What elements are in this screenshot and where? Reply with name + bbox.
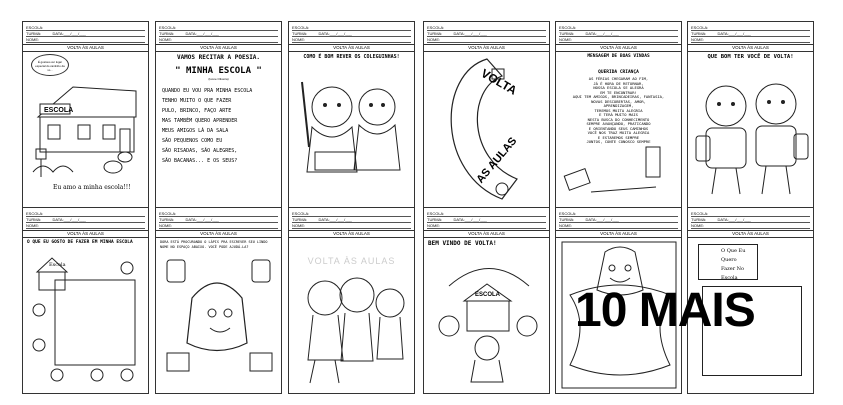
school-field: ESCOLA: <box>427 25 546 31</box>
activity-sheet-3 <box>288 21 415 208</box>
cartoon-kids-illustration <box>295 273 410 388</box>
sheet-header <box>292 211 411 229</box>
activity-sheet-1 <box>22 21 149 208</box>
outlined-heading: VOLTA ÀS AULAS <box>307 256 396 266</box>
sheet-header <box>559 25 678 43</box>
sheet-title: DORA ESTÁ PROCURANDO O LÁPIS PRA ESCREVER SEU LINDO NOME NO ESPAÇO ABAIXO. VOCÊ PODE AJUDÁ-LA? <box>160 240 268 249</box>
activity-sheet-6 <box>687 21 814 208</box>
title-band: VOLTA ÀS AULAS <box>23 230 148 238</box>
sheet-header <box>559 211 678 229</box>
class-field: TURMA: <box>159 217 175 222</box>
school-field: ESCOLA: <box>159 25 278 31</box>
arc-banner-illustration <box>432 54 542 204</box>
school-field: ESCOLA: <box>559 25 678 31</box>
backpack-illustration <box>162 258 277 388</box>
sheet-header <box>691 211 810 229</box>
greeting: QUERIDA CRIANÇA <box>598 70 639 75</box>
kids-reading-illustration <box>297 67 407 187</box>
name-field: NOME: <box>691 223 810 229</box>
school-field: ESCOLA: <box>26 211 145 217</box>
drawing-frame-illustration <box>27 250 145 388</box>
date-field: DATA:___/___/___ <box>453 31 487 36</box>
name-field: NOME: <box>159 223 278 229</box>
poem-text: QUANDO EU VOU PRA MINHA ESCOLA TENHO MUITO O QUE FAZER PULO, BRINCO, FAÇO ARTE MAS TAMBÉM QUERO APRENDER MEUS AMIGOS LÁ DA SALA SÃO PEQUENOS COMO EU SÃO RISADAS, SÃO ALEGRES, SÃO BACANAS... E OS SEUS? <box>162 88 253 164</box>
name-field: NOME: <box>691 37 810 43</box>
name-field: NOME: <box>292 223 411 229</box>
school-field: ESCOLA: <box>559 211 678 217</box>
date-field: DATA:___/___/___ <box>453 217 487 222</box>
activity-sheet-9 <box>288 207 415 394</box>
name-field: NOME: <box>26 223 145 229</box>
school-sign: ESCOLA <box>44 107 74 114</box>
school-field: ESCOLA: <box>691 211 810 217</box>
date-field: DATA:___/___/___ <box>185 217 219 222</box>
title-band: VOLTA ÀS AULAS <box>688 44 813 52</box>
school-field: ESCOLA: <box>691 25 810 31</box>
activity-sheet-4 <box>423 21 550 208</box>
sheet-title: BEM VINDO DE VOLTA! <box>428 240 497 247</box>
name-field: NOME: <box>292 37 411 43</box>
sheet-header <box>292 25 411 43</box>
name-field: NOME: <box>159 37 278 43</box>
sheet-header <box>159 211 278 229</box>
sheet-title: VAMOS RECITAR A POESIA. <box>176 54 261 61</box>
writing-card: O Que Eu Quero Fazer No Escola <box>698 244 758 280</box>
poem-title: " MINHA ESCOLA " <box>175 66 262 76</box>
activity-sheet-7 <box>22 207 149 394</box>
school-sign: ESCOLA <box>475 292 501 298</box>
poem-author: (Ivone Oliveira) <box>208 77 229 81</box>
title-band: VOLTA ÀS AULAS <box>289 44 414 52</box>
class-field: TURMA: <box>559 31 575 36</box>
title-band: VOLTA ÀS AULAS <box>23 44 148 52</box>
sheet-title: QUE BOM TER VOCÊ DE VOLTA! <box>707 54 794 60</box>
class-field: TURMA: <box>292 217 308 222</box>
title-band: VOLTA ÀS AULAS <box>289 230 414 238</box>
school-sign: Escola <box>49 262 66 268</box>
class-field: TURMA: <box>559 217 575 222</box>
school-field: ESCOLA: <box>292 211 411 217</box>
kids-with-backpacks-illustration <box>694 66 809 201</box>
school-field: ESCOLA: <box>427 211 546 217</box>
school-field: ESCOLA: <box>292 25 411 31</box>
date-field: DATA:___/___/___ <box>52 31 86 36</box>
arc-bottom-text: AS AULAS <box>474 135 520 186</box>
promo-overlay-text: 10 MAIS <box>575 284 755 337</box>
title-band: VOLTA ÀS AULAS <box>156 44 281 52</box>
date-field: DATA:___/___/___ <box>185 31 219 36</box>
sheet-header <box>691 25 810 43</box>
sheet-header <box>159 25 278 43</box>
school-entrance-illustration <box>429 256 547 386</box>
school-illustration <box>28 77 146 187</box>
sheet-header <box>26 211 145 229</box>
activity-sheet-8 <box>155 207 282 394</box>
class-field: TURMA: <box>159 31 175 36</box>
welcome-message: AS FÉRIAS CHEGARAM AO FIM, JÁ É HORA DE RETORNAR, NOSSA ESCOLA SE ALEGRA EM TE ENCONTRAR! AQUI TEM AMIGOS, BRINCADEIRAS, FANTASIA, NOVAS DESCOBERTAS, AMOR, APRENDIZAGEM, TEREMOS MUITA ALEGRIA E TERÁ MUITO MAIS NESTA BUSCA DO CONHECIMENTO SEMPRE AVANÇANDO, PRATICANDO E ORIENTANDO SEUS CAMINHOS VOCÊ NOS TRAZ MUITA ALEGRIA E ESTAREMOS SEMPRE JUNTOS, CONTE CONOSCO SEMPRE <box>572 76 665 144</box>
class-field: TURMA: <box>427 31 443 36</box>
date-field: DATA:___/___/___ <box>717 31 751 36</box>
class-field: TURMA: <box>26 31 42 36</box>
name-field: NOME: <box>559 37 678 43</box>
sheet-header <box>427 211 546 229</box>
class-field: TURMA: <box>691 217 707 222</box>
activity-sheet-5 <box>555 21 682 208</box>
class-field: TURMA: <box>26 217 42 222</box>
speech-bubble: É gostoso ver lugar especial do cantinho da vo... <box>31 54 69 76</box>
date-field: DATA:___/___/___ <box>585 217 619 222</box>
class-field: TURMA: <box>427 217 443 222</box>
sheet-header <box>26 25 145 43</box>
title-band: VOLTA ÀS AULAS <box>556 44 681 52</box>
date-field: DATA:___/___/___ <box>318 217 352 222</box>
title-band: VOLTA ÀS AULAS <box>688 230 813 238</box>
title-band: VOLTA ÀS AULAS <box>424 230 549 238</box>
school-supplies-illustration <box>561 142 676 202</box>
name-field: NOME: <box>427 223 546 229</box>
school-field: ESCOLA: <box>26 25 145 31</box>
sheet-title: MENSAGEM DE BOAS VINDAS <box>587 54 650 59</box>
title-band: VOLTA ÀS AULAS <box>156 230 281 238</box>
sheet-title: COMO É BOM REVER OS COLEGUINHAS! <box>303 54 400 60</box>
caption: Eu amo a minha escola!!! <box>53 184 131 191</box>
title-band: VOLTA ÀS AULAS <box>556 230 681 238</box>
name-field: NOME: <box>427 37 546 43</box>
date-field: DATA:___/___/___ <box>52 217 86 222</box>
name-field: NOME: <box>559 223 678 229</box>
arc-top-text: VOLTA <box>478 66 520 98</box>
class-field: TURMA: <box>292 31 308 36</box>
school-field: ESCOLA: <box>159 211 278 217</box>
activity-sheet-10 <box>423 207 550 394</box>
sheet-title: O QUE EU GOSTO DE FAZER EM MINHA ESCOLA <box>27 240 133 245</box>
activity-sheet-2 <box>155 21 282 208</box>
title-band: VOLTA ÀS AULAS <box>424 44 549 52</box>
class-field: TURMA: <box>691 31 707 36</box>
date-field: DATA:___/___/___ <box>318 31 352 36</box>
name-field: NOME: <box>26 37 145 43</box>
date-field: DATA:___/___/___ <box>585 31 619 36</box>
sheet-header <box>427 25 546 43</box>
date-field: DATA:___/___/___ <box>717 217 751 222</box>
